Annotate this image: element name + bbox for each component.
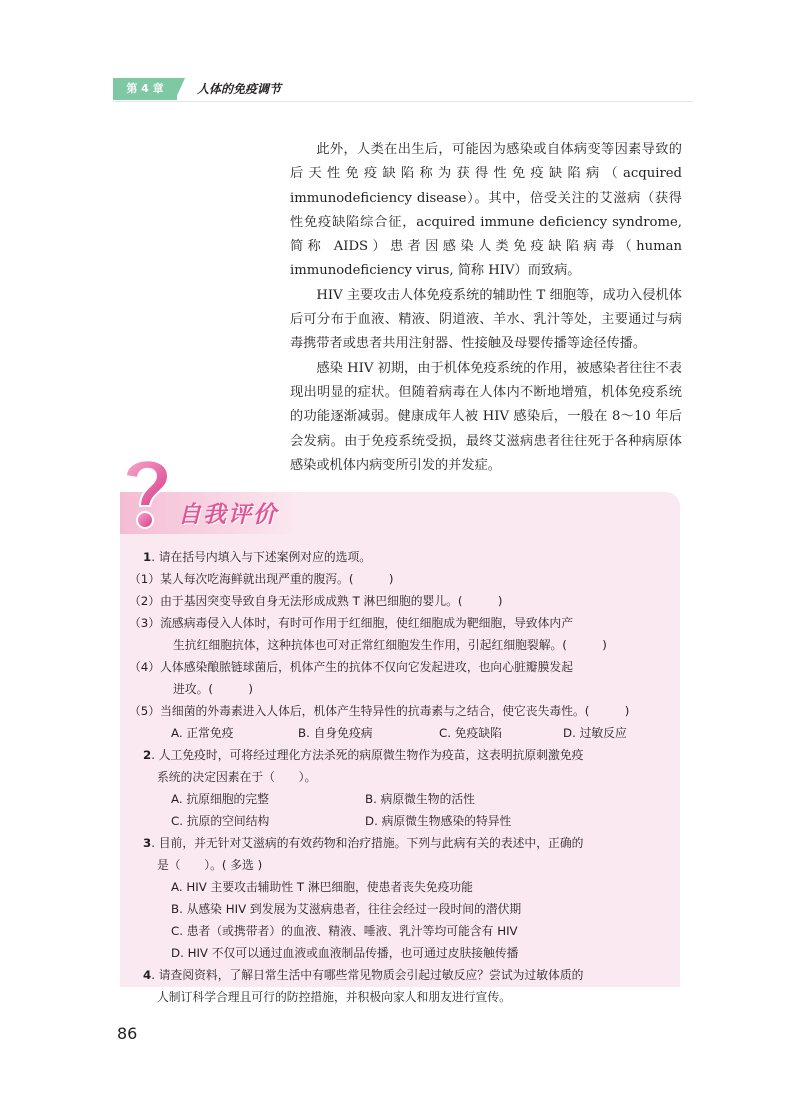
case-item: （1）某人每次吃海鲜就出现严重的腹泻。( ) (129, 572, 394, 586)
page-number: 86 (117, 1024, 138, 1043)
case-item: （4）人体感染酿脓链球菌后，机体产生的抗体不仅向它发起进攻，也向心脏瓣膜发起 (129, 660, 573, 674)
question-number: 4 (143, 968, 152, 982)
option: D. 过敏反应 (563, 726, 627, 740)
question-number: 1 (143, 550, 152, 564)
paragraph: 此外，人类在出生后，可能因为感染或自体病变等因素导致的后天性免疫缺陷称为获得性免疫缺陷病（acquired immunodeficiency disease）。其中，倍受关注的艾滋病（获得性免疫缺陷综合征，acquired immune deficiency syndrome, 简称 AIDS）患者因感染人类免疫缺陷病毒（human immunodeficiency virus, 简称 HIV）而致病。 (290, 142, 682, 279)
option: D. HIV 不仅可以通过血液或血液制品传播，也可通过皮肤接触传播 (171, 946, 519, 960)
option: C. 抗原的空间结构 (171, 814, 270, 828)
case-item-continued: 进攻。( ) (173, 682, 253, 696)
option: C. 患者（或携带者）的血液、精液、唾液、乳汁等均可能含有 HIV (171, 924, 518, 938)
header-slash-decoration (175, 78, 185, 100)
question-stem-continued: 是（ ）。( 多选 ) (157, 858, 263, 872)
question-stem: 目前，并无针对艾滋病的有效药物和治疗措施。下列与此病有关的表述中，正确的 (158, 836, 584, 850)
running-header (113, 78, 373, 100)
paragraph: 感染 HIV 初期，由于机体免疫系统的作用，被感染者往往不表现出明显的症状。但随着病毒在人体内不断地增殖，机体免疫系统的功能逐渐减弱。健康成年人被 HIV 感染后，一般在 8～10 年后会发病。由于免疫系统受损，最终艾滋病患者往往死于各种病原体感染或机体内病变所引发的并发症。 (290, 360, 682, 473)
question-stem: 请在括号内填入与下述案例对应的选项。 (158, 550, 372, 564)
question-stem: 请查阅资料，了解日常生活中有哪些常见物质会引起过敏反应？尝试为过敏体质的 (158, 968, 584, 982)
case-item: （5）当细菌的外毒素进入人体后，机体产生特异性的抗毒素与之结合，使它丧失毒性。( ) (129, 704, 630, 718)
option: A. 正常免疫 (171, 726, 234, 740)
question-2: 2. 人工免疫时，可将经过理化方法杀死的病原微生物作为疫苗，这表明抗原刺激免疫 (143, 748, 584, 762)
case-item: （3）流感病毒侵入人体时，有时可作用于红细胞，使红细胞成为靶细胞，导致体内产 (129, 616, 573, 630)
case-item-continued: 生抗红细胞抗体，这种抗体也可对正常红细胞发生作用，引起红细胞裂解。( ) (173, 638, 607, 652)
option: C. 免疫缺陷 (439, 726, 502, 740)
question-stem: 人工免疫时，可将经过理化方法杀死的病原微生物作为疫苗，这表明抗原刺激免疫 (158, 748, 584, 762)
question-list (129, 546, 673, 1008)
body-text (290, 138, 682, 478)
q2-options-row-2 (143, 810, 673, 832)
question-number: 3 (143, 836, 152, 850)
self-evaluation-title: 自我评价 (178, 502, 278, 528)
chapter-tab: 第 4 章 (113, 78, 177, 100)
question-stem-continued: 系统的决定因素在于（ ）。 (157, 770, 317, 784)
option: B. 从感染 HIV 到发展为艾滋病患者，往往会经过一段时间的潜伏期 (171, 902, 522, 916)
option: B. 自身免疫病 (298, 726, 373, 740)
q2-options-row-1 (143, 788, 673, 810)
question-3: 3. 目前，并无针对艾滋病的有效药物和治疗措施。下列与此病有关的表述中，正确的 (143, 836, 584, 850)
chapter-title: 人体的免疫调节 (197, 82, 282, 96)
q1-options (143, 722, 673, 744)
option: A. HIV 主要攻击辅助性 T 淋巴细胞，使患者丧失免疫功能 (171, 880, 473, 894)
question-1: 1. 请在括号内填入与下述案例对应的选项。 (143, 550, 372, 564)
case-item: （2）由于基因突变导致自身无法形成成熟 T 淋巴细胞的婴儿。( ) (129, 594, 503, 608)
question-4: 4. 请查阅资料，了解日常生活中有哪些常见物质会引起过敏反应？尝试为过敏体质的 (143, 968, 584, 982)
question-mark-icon (116, 448, 178, 536)
option: B. 病原微生物的活性 (365, 792, 475, 806)
question-number: 2 (143, 748, 152, 762)
option: A. 抗原细胞的完整 (171, 792, 269, 806)
header-divider (113, 101, 693, 102)
paragraph: HIV 主要攻击人体免疫系统的辅助性 T 细胞等，成功入侵机体后可分布于血液、精液、阴道液、羊水、乳汁等处，主要通过与病毒携带者或患者共用注射器、性接触及母婴传播等途径传播。 (290, 287, 682, 352)
option: D. 病原微生物感染的特异性 (365, 814, 512, 828)
question-stem-continued: 人制订科学合理且可行的防控措施，并积极向家人和朋友进行宣传。 (157, 990, 511, 1004)
